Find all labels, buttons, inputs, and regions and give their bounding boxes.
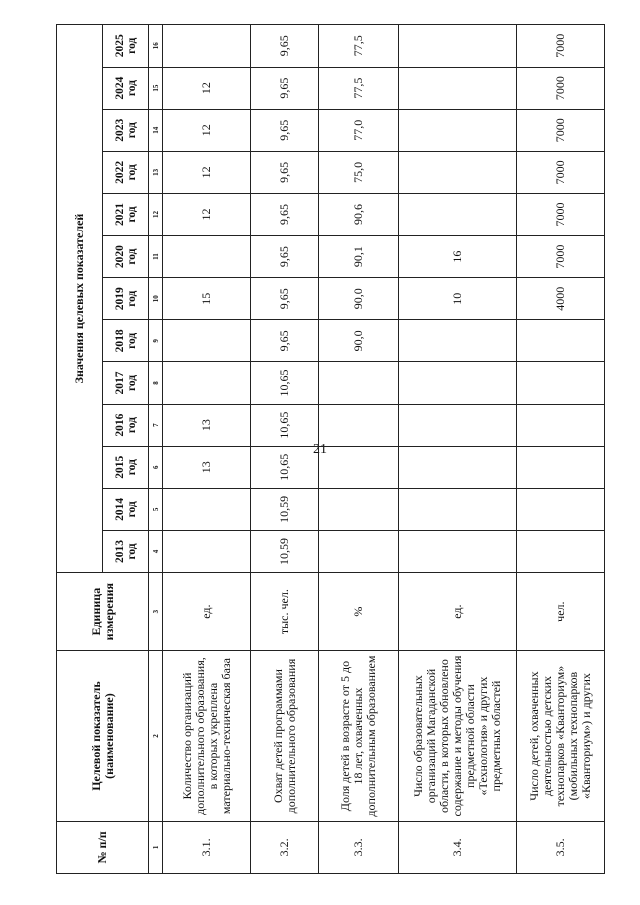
value-cell bbox=[399, 530, 517, 572]
value-cell: 7000 bbox=[517, 67, 605, 109]
value-cell: 12 bbox=[163, 193, 251, 235]
year-header: 2024 год bbox=[103, 67, 149, 109]
value-cell bbox=[399, 362, 517, 404]
value-cell bbox=[319, 530, 399, 572]
value-cell: 9,65 bbox=[251, 67, 319, 109]
year-header: 2023 год bbox=[103, 109, 149, 151]
value-cell bbox=[399, 25, 517, 68]
values-header: Значения целевых показателей bbox=[57, 25, 103, 573]
value-cell: 9,65 bbox=[251, 236, 319, 278]
year-header: 2014 год bbox=[103, 488, 149, 530]
value-cell: 77,5 bbox=[319, 25, 399, 68]
page-number: 21 bbox=[313, 442, 327, 457]
column-number: 10 bbox=[149, 278, 163, 320]
value-cell: 75,0 bbox=[319, 151, 399, 193]
year-header: 2017 год bbox=[103, 362, 149, 404]
value-cell: 9,65 bbox=[251, 320, 319, 362]
value-cell: 10,65 bbox=[251, 446, 319, 488]
value-cell: 90,6 bbox=[319, 193, 399, 235]
value-cell bbox=[399, 446, 517, 488]
unit: чел. bbox=[517, 573, 605, 651]
value-cell bbox=[399, 320, 517, 362]
value-cell: 7000 bbox=[517, 236, 605, 278]
value-cell: 12 bbox=[163, 109, 251, 151]
value-cell: 90,0 bbox=[319, 278, 399, 320]
table-row bbox=[399, 25, 517, 874]
indicator-name: Число детей, охваченных деятельностью детских технопарков «Кванториум» (мобильных технопарков «Кванториум») и других bbox=[517, 651, 605, 822]
value-cell: 9,65 bbox=[251, 151, 319, 193]
col-unit-header: Единица измерения bbox=[57, 573, 149, 651]
year-header: 2018 год bbox=[103, 320, 149, 362]
value-cell: 9,65 bbox=[251, 278, 319, 320]
column-number: 6 bbox=[149, 446, 163, 488]
col-num-header: № п/п bbox=[57, 821, 149, 873]
value-cell: 10,59 bbox=[251, 488, 319, 530]
column-number: 3 bbox=[149, 573, 163, 651]
row-number: 3.5. bbox=[517, 821, 605, 873]
value-cell bbox=[163, 362, 251, 404]
value-cell bbox=[517, 488, 605, 530]
target-indicators-table bbox=[56, 24, 605, 874]
column-number: 16 bbox=[149, 25, 163, 68]
value-cell: 77,0 bbox=[319, 109, 399, 151]
value-cell bbox=[517, 404, 605, 446]
value-cell bbox=[399, 404, 517, 446]
value-cell: 7000 bbox=[517, 193, 605, 235]
value-cell bbox=[399, 488, 517, 530]
column-number: 5 bbox=[149, 488, 163, 530]
value-cell: 90,1 bbox=[319, 236, 399, 278]
column-number: 15 bbox=[149, 67, 163, 109]
year-header: 2025 год bbox=[103, 25, 149, 68]
value-cell bbox=[163, 320, 251, 362]
column-number: 7 bbox=[149, 404, 163, 446]
year-header: 2019 год bbox=[103, 278, 149, 320]
table-row bbox=[251, 25, 319, 874]
table-row bbox=[163, 25, 251, 874]
column-number: 4 bbox=[149, 530, 163, 572]
indicator-name: Охват детей программами дополнительного образования bbox=[251, 651, 319, 822]
indicator-name: Количество организаций дополнительного образования, в которых укреплена материально-техническая база bbox=[163, 651, 251, 822]
column-number: 11 bbox=[149, 236, 163, 278]
value-cell: 9,65 bbox=[251, 109, 319, 151]
value-cell: 9,65 bbox=[251, 193, 319, 235]
value-cell bbox=[163, 488, 251, 530]
column-number: 8 bbox=[149, 362, 163, 404]
value-cell bbox=[163, 25, 251, 68]
value-cell: 90,0 bbox=[319, 320, 399, 362]
year-header: 2022 год bbox=[103, 151, 149, 193]
indicator-name: Число образовательных организаций Магаданской области, в которых обновлено содержание и методы обучения предметной области «Технология» и других предметных областей bbox=[399, 651, 517, 822]
value-cell bbox=[319, 488, 399, 530]
value-cell bbox=[399, 109, 517, 151]
value-cell bbox=[163, 530, 251, 572]
value-cell: 7000 bbox=[517, 109, 605, 151]
value-cell bbox=[163, 236, 251, 278]
row-number: 3.4. bbox=[399, 821, 517, 873]
value-cell bbox=[517, 446, 605, 488]
unit: % bbox=[319, 573, 399, 651]
column-number: 9 bbox=[149, 320, 163, 362]
value-cell bbox=[517, 320, 605, 362]
value-cell: 7000 bbox=[517, 25, 605, 68]
value-cell bbox=[517, 362, 605, 404]
value-cell: 10,65 bbox=[251, 362, 319, 404]
value-cell: 10,65 bbox=[251, 404, 319, 446]
table-row bbox=[319, 25, 399, 874]
unit: ед. bbox=[163, 573, 251, 651]
row-number: 3.3. bbox=[319, 821, 399, 873]
column-number: 2 bbox=[149, 651, 163, 822]
value-cell: 12 bbox=[163, 67, 251, 109]
value-cell bbox=[517, 530, 605, 572]
year-header: 2015 год bbox=[103, 446, 149, 488]
value-cell: 12 bbox=[163, 151, 251, 193]
unit: ед. bbox=[399, 573, 517, 651]
year-header: 2013 год bbox=[103, 530, 149, 572]
row-number: 3.1. bbox=[163, 821, 251, 873]
row-number: 3.2. bbox=[251, 821, 319, 873]
value-cell bbox=[319, 446, 399, 488]
year-header: 2016 год bbox=[103, 404, 149, 446]
value-cell bbox=[399, 193, 517, 235]
value-cell: 13 bbox=[163, 446, 251, 488]
value-cell: 10,59 bbox=[251, 530, 319, 572]
rotated-table-container bbox=[56, 24, 604, 874]
col-indicator-header: Целевой показатель (наименование) bbox=[57, 651, 149, 822]
value-cell: 9,65 bbox=[251, 25, 319, 68]
column-number: 12 bbox=[149, 193, 163, 235]
value-cell bbox=[399, 151, 517, 193]
year-header: 2021 год bbox=[103, 193, 149, 235]
value-cell: 7000 bbox=[517, 151, 605, 193]
unit: тыс. чел. bbox=[251, 573, 319, 651]
value-cell bbox=[319, 362, 399, 404]
value-cell: 15 bbox=[163, 278, 251, 320]
indicator-name: Доля детей в возрасте от 5 до 18 лет, охваченных дополнительным образованием bbox=[319, 651, 399, 822]
table-row bbox=[517, 25, 605, 874]
value-cell: 16 bbox=[399, 236, 517, 278]
value-cell bbox=[399, 67, 517, 109]
value-cell: 10 bbox=[399, 278, 517, 320]
year-header: 2020 год bbox=[103, 236, 149, 278]
value-cell: 4000 bbox=[517, 278, 605, 320]
value-cell bbox=[319, 404, 399, 446]
column-number: 13 bbox=[149, 151, 163, 193]
value-cell: 77,5 bbox=[319, 67, 399, 109]
column-number: 14 bbox=[149, 109, 163, 151]
column-number: 1 bbox=[149, 821, 163, 873]
value-cell: 13 bbox=[163, 404, 251, 446]
